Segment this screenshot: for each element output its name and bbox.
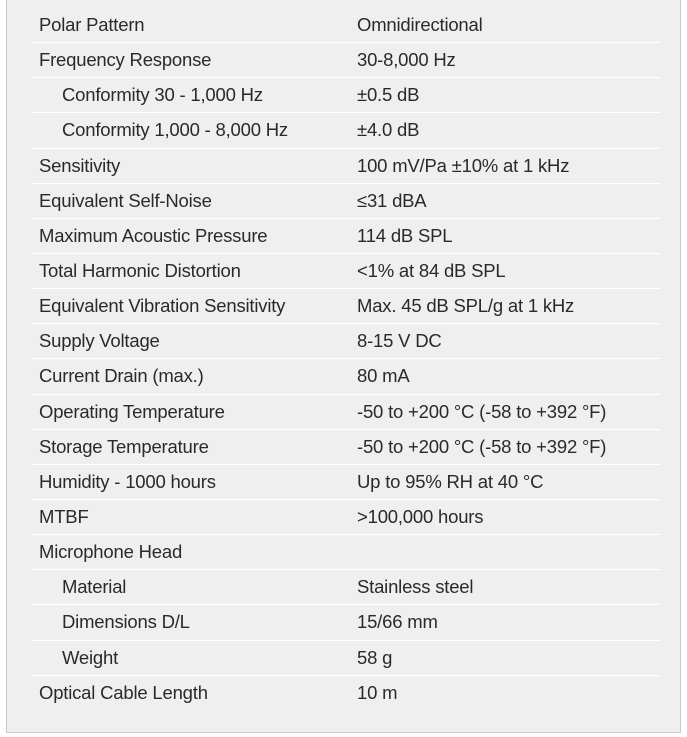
spec-row <box>32 676 660 711</box>
spec-value: 100 mV/Pa ±10% at 1 kHz <box>357 154 570 176</box>
spec-label: Material <box>62 576 127 598</box>
spec-value: <1% at 84 dB SPL <box>357 259 506 281</box>
spec-value: Stainless steel <box>357 576 474 598</box>
spec-row <box>32 8 660 43</box>
spec-row <box>32 359 660 394</box>
spec-label: Polar Pattern <box>39 14 145 35</box>
spec-row <box>32 43 660 78</box>
spec-label: Optical Cable Length <box>39 681 208 703</box>
spec-label: Equivalent Self-Noise <box>39 189 212 211</box>
spec-row <box>32 500 660 535</box>
spec-row <box>32 78 660 113</box>
spec-label: Conformity 30 - 1,000 Hz <box>62 84 263 106</box>
spec-row <box>32 289 660 324</box>
spec-value: 15/66 mm <box>357 611 438 633</box>
spec-label: Supply Voltage <box>39 330 160 352</box>
spec-row <box>32 113 660 148</box>
spec-label: Sensitivity <box>39 154 121 176</box>
spec-label: Humidity - 1000 hours <box>39 470 216 492</box>
spec-row <box>32 184 660 219</box>
spec-value: >100,000 hours <box>357 505 484 527</box>
spec-table <box>32 8 660 711</box>
spec-value: Omnidirectional <box>357 14 483 35</box>
spec-value: ±0.5 dB <box>357 84 420 106</box>
spec-row <box>32 395 660 430</box>
spec-label: Equivalent Vibration Sensitivity <box>39 295 286 317</box>
spec-row <box>32 570 660 605</box>
spec-label: Storage Temperature <box>39 435 209 457</box>
spec-row <box>32 465 660 500</box>
spec-row <box>32 324 660 359</box>
spec-value: 114 dB SPL <box>357 224 453 246</box>
spec-value: 80 mA <box>357 365 410 387</box>
spec-row <box>32 430 660 465</box>
spec-sheet <box>6 0 681 733</box>
spec-label: Maximum Acoustic Pressure <box>39 224 268 246</box>
spec-value: ±4.0 dB <box>357 119 420 141</box>
spec-value: 10 m <box>357 681 398 703</box>
spec-value: 58 g <box>357 646 393 668</box>
spec-label: Total Harmonic Distortion <box>39 259 241 281</box>
spec-row <box>32 149 660 184</box>
spec-label: Dimensions D/L <box>62 611 190 633</box>
spec-label: Conformity 1,000 - 8,000 Hz <box>62 119 288 141</box>
spec-value: -50 to +200 °C (-58 to +392 °F) <box>357 435 607 457</box>
spec-value: Max. 45 dB SPL/g at 1 kHz <box>357 295 575 317</box>
spec-value: 8-15 V DC <box>357 330 442 352</box>
spec-label: Current Drain (max.) <box>39 365 204 387</box>
spec-label: Operating Temperature <box>39 400 225 422</box>
spec-row <box>32 254 660 289</box>
spec-row <box>32 219 660 254</box>
spec-label: Weight <box>62 646 119 668</box>
spec-value: ≤31 dBA <box>357 189 427 211</box>
spec-row <box>32 605 660 640</box>
spec-label: Microphone Head <box>39 541 183 563</box>
spec-value: Up to 95% RH at 40 °C <box>357 470 544 492</box>
spec-row <box>32 535 660 570</box>
spec-value: 30-8,000 Hz <box>357 49 456 71</box>
spec-row <box>32 641 660 676</box>
spec-label: MTBF <box>39 505 89 527</box>
spec-label: Frequency Response <box>39 49 212 71</box>
spec-value: -50 to +200 °C (-58 to +392 °F) <box>357 400 607 422</box>
